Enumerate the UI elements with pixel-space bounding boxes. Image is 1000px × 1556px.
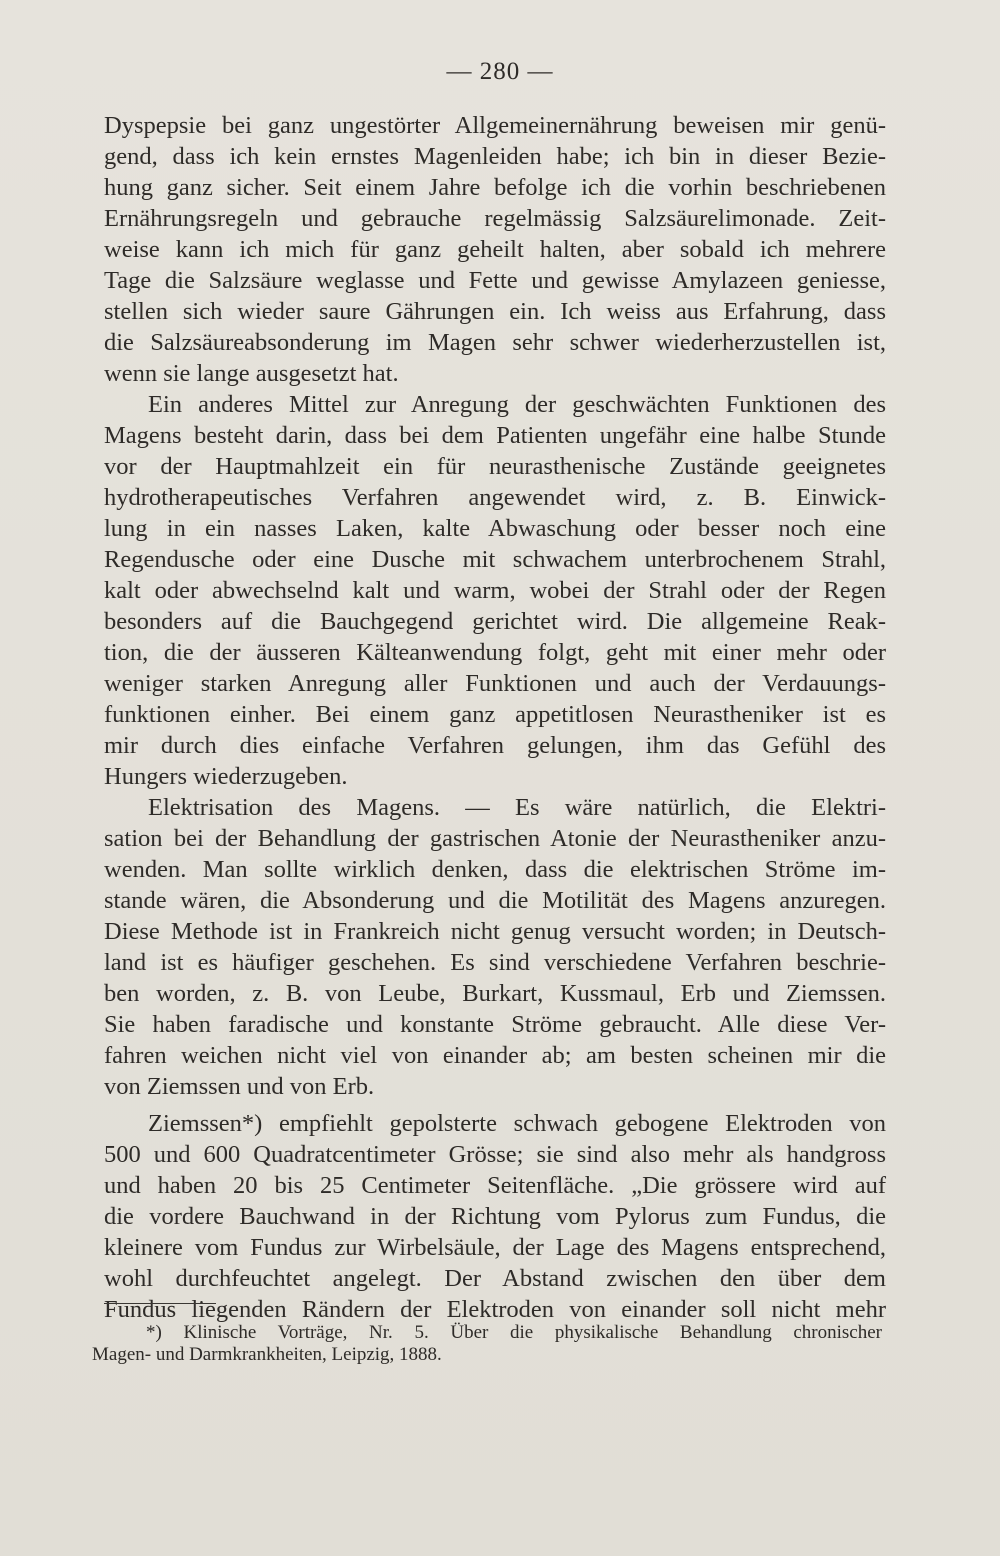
- text-line: fahren weichen nicht viel von einander ab; am besten scheinen mir die: [104, 1042, 886, 1069]
- text-line: von Ziemssen und von Erb.: [104, 1073, 375, 1100]
- text-line: kleinere vom Fundus zur Wirbelsäule, der Lage des Magens entsprechend,: [104, 1234, 886, 1261]
- text-line: sation bei der Behandlung der gastrischen Atonie der Neurastheniker anzu-: [104, 825, 886, 852]
- text-line: Fundus liegenden Rändern der Elektroden von einander soll nicht mehr: [104, 1296, 886, 1323]
- paragraph-elektrisation: [104, 792, 886, 1102]
- paragraph-ziemssen: [104, 1108, 886, 1325]
- text-line: kalt oder abwechselnd kalt und warm, wobei der Strahl oder der Regen: [104, 577, 886, 604]
- text-line: Hungers wiederzugeben.: [104, 763, 348, 790]
- text-line: wohl durchfeuchtet angelegt. Der Abstand zwischen den über dem: [104, 1265, 886, 1292]
- paragraph-hydrotherapie: [104, 389, 886, 792]
- text-line: wenden. Man sollte wirklich denken, dass die elektrischen Ströme im-: [104, 856, 886, 883]
- text-line: und haben 20 bis 25 Centimeter Seitenfläche. „Die grössere wird auf: [104, 1172, 886, 1199]
- page-number: — 280 —: [446, 58, 554, 85]
- text-line: 500 und 600 Quadratcentimeter Grösse; sie sind also mehr als handgross: [104, 1141, 886, 1168]
- text-line: wenn sie lange ausgesetzt hat.: [104, 360, 399, 387]
- text-line: Tage die Salzsäure weglasse und Fette und gewisse Amylazeen geniesse,: [104, 267, 886, 294]
- text-line: tion, die der äusseren Kälteanwendung folgt, geht mit einer mehr oder: [104, 639, 886, 666]
- text-line: Dyspepsie bei ganz ungestörter Allgemeinernährung beweisen mir genü-: [104, 112, 886, 139]
- footnote-line: Magen- und Darmkrankheiten, Leipzig, 1888.: [92, 1344, 442, 1365]
- text-line: hung ganz sicher. Seit einem Jahre befolge ich die vorhin beschriebenen: [104, 174, 886, 201]
- text-line: die vordere Bauchwand in der Richtung vom Pylorus zum Fundus, die: [104, 1203, 886, 1230]
- text-line: Ziemssen*) empfiehlt gepolsterte schwach gebogene Elektroden von: [148, 1110, 886, 1137]
- footnote: [92, 1322, 882, 1366]
- text-line: Sie haben faradische und konstante Ströme gebraucht. Alle diese Ver-: [104, 1011, 886, 1038]
- text-line: weniger starken Anregung aller Funktionen und auch der Verdauungs-: [104, 670, 886, 697]
- text-line: vor der Hauptmahlzeit ein für neurasthenische Zustände geeignetes: [104, 453, 886, 480]
- text-line: Diese Methode ist in Frankreich nicht genug versucht worden; in Deutsch-: [104, 918, 886, 945]
- text-line: stellen sich wieder saure Gährungen ein. Ich weiss aus Erfahrung, dass: [104, 298, 886, 325]
- text-line: weise kann ich mich für ganz geheilt halten, aber sobald ich mehrere: [104, 236, 886, 263]
- body-text: [104, 110, 886, 1325]
- text-line: lung in ein nasses Laken, kalte Abwaschung oder besser noch eine: [104, 515, 886, 542]
- text-line: stande wären, die Absonderung und die Motilität des Magens anzuregen.: [104, 887, 886, 914]
- text-line: ben worden, z. B. von Leube, Burkart, Kussmaul, Erb und Ziemssen.: [104, 980, 886, 1007]
- text-line: die Salzsäureabsonderung im Magen sehr schwer wiederherzustellen ist,: [104, 329, 886, 356]
- text-line: Ernährungsregeln und gebrauche regelmässig Salzsäurelimonade. Zeit-: [104, 205, 886, 232]
- text-line: besonders auf die Bauchgegend gerichtet wird. Die allgemeine Reak-: [104, 608, 886, 635]
- text-line: land ist es häufiger geschehen. Es sind verschiedene Verfahren beschrie-: [104, 949, 886, 976]
- text-line: Regendusche oder eine Dusche mit schwachem unterbrochenem Strahl,: [104, 546, 886, 573]
- footnote-rule: [104, 1303, 216, 1304]
- text-line: Elektrisation des Magens. — Es wäre natürlich, die Elektri-: [148, 794, 886, 821]
- text-line: Magens besteht darin, dass bei dem Patienten ungefähr eine halbe Stunde: [104, 422, 886, 449]
- text-line: hydrotherapeutisches Verfahren angewendet wird, z. B. Einwick-: [104, 484, 886, 511]
- text-line: Ein anderes Mittel zur Anregung der geschwächten Funktionen des: [148, 391, 886, 418]
- footnote-line: *) Klinische Vorträge, Nr. 5. Über die physikalische Behandlung chronischer: [146, 1322, 882, 1343]
- paragraph-dyspepsie: [104, 110, 886, 389]
- text-line: gend, dass ich kein ernstes Magenleiden habe; ich bin in dieser Bezie-: [104, 143, 886, 170]
- text-line: mir durch dies einfache Verfahren gelungen, ihm das Gefühl des: [104, 732, 886, 759]
- text-line: funktionen einher. Bei einem ganz appetitlosen Neurastheniker ist es: [104, 701, 886, 728]
